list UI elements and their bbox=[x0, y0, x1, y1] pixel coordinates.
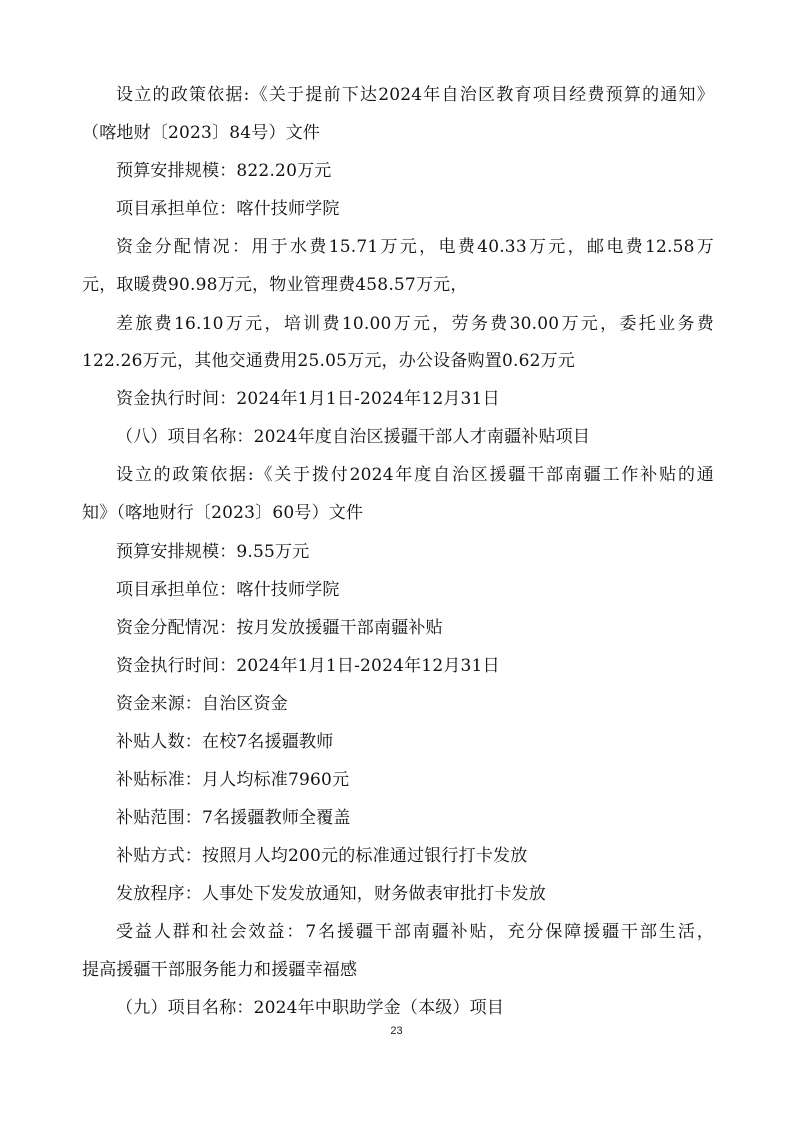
project-eight-policy-line-1: 设立的政策依据:《关于拨付2024年度自治区援疆干部南疆工作补贴的通 bbox=[116, 465, 714, 485]
budget-scale-line: 预算安排规模：822.20万元 bbox=[116, 161, 332, 181]
fund-allocation-line-4: 122.26万元，其他交通费用25.05万元，办公设备购置0.62万元 bbox=[82, 351, 576, 371]
project-eight-time-line: 资金执行时间：2024年1月1日-2024年12月31日 bbox=[116, 656, 500, 676]
subsidy-method-line: 补贴方式：按照月人均200元的标准通过银行打卡发放 bbox=[116, 846, 528, 866]
project-nine-title: （九）项目名称：2024年中职助学金（本级）项目 bbox=[116, 998, 505, 1018]
fund-source-line: 资金来源：自治区资金 bbox=[116, 694, 288, 714]
fund-allocation-line-2: 元，取暖费90.98万元，物业管理费458.57万元， bbox=[82, 275, 468, 295]
subsidy-scope-line: 补贴范围：7名援疆教师全覆盖 bbox=[116, 808, 351, 828]
policy-basis-line-1: 设立的政策依据:《关于提前下达2024年自治区教育项目经费预算的通知》 bbox=[116, 85, 714, 105]
project-eight-title: （八）项目名称：2024年度自治区援疆干部人才南疆补贴项目 bbox=[116, 427, 591, 447]
subsidy-standard-line: 补贴标准：月人均标准7960元 bbox=[116, 770, 350, 790]
beneficiaries-line-1: 受益人群和社会效益：7名援疆干部南疆补贴，充分保障援疆干部生活， bbox=[116, 922, 714, 942]
project-eight-budget-line: 预算安排规模：9.55万元 bbox=[116, 542, 310, 562]
project-eight-policy-line-2: 知》（喀地财行〔2023〕60号）文件 bbox=[82, 503, 364, 523]
policy-basis-line-2: （喀地财〔2023〕84号）文件 bbox=[82, 123, 321, 143]
project-eight-allocation-line: 资金分配情况：按月发放援疆干部南疆补贴 bbox=[116, 618, 443, 638]
subsidy-count-line: 补贴人数：在校7名援疆教师 bbox=[116, 732, 334, 752]
responsible-unit-line: 项目承担单位：喀什技师学院 bbox=[116, 199, 340, 219]
beneficiaries-line-2: 提高援疆干部服务能力和援疆幸福感 bbox=[82, 960, 358, 980]
execution-time-line: 资金执行时间：2024年1月1日-2024年12月31日 bbox=[116, 389, 500, 409]
payment-procedure-line: 发放程序：人事处下发发放通知，财务做表审批打卡发放 bbox=[116, 884, 546, 904]
project-eight-unit-line: 项目承担单位：喀什技师学院 bbox=[116, 580, 340, 600]
page-number: 23 bbox=[390, 1025, 403, 1037]
fund-allocation-line-1: 资金分配情况：用于水费15.71万元，电费40.33万元，邮电费12.58万 bbox=[116, 237, 714, 257]
fund-allocation-line-3: 差旅费16.10万元，培训费10.00万元，劳务费30.00万元，委托业务费 bbox=[116, 314, 714, 334]
